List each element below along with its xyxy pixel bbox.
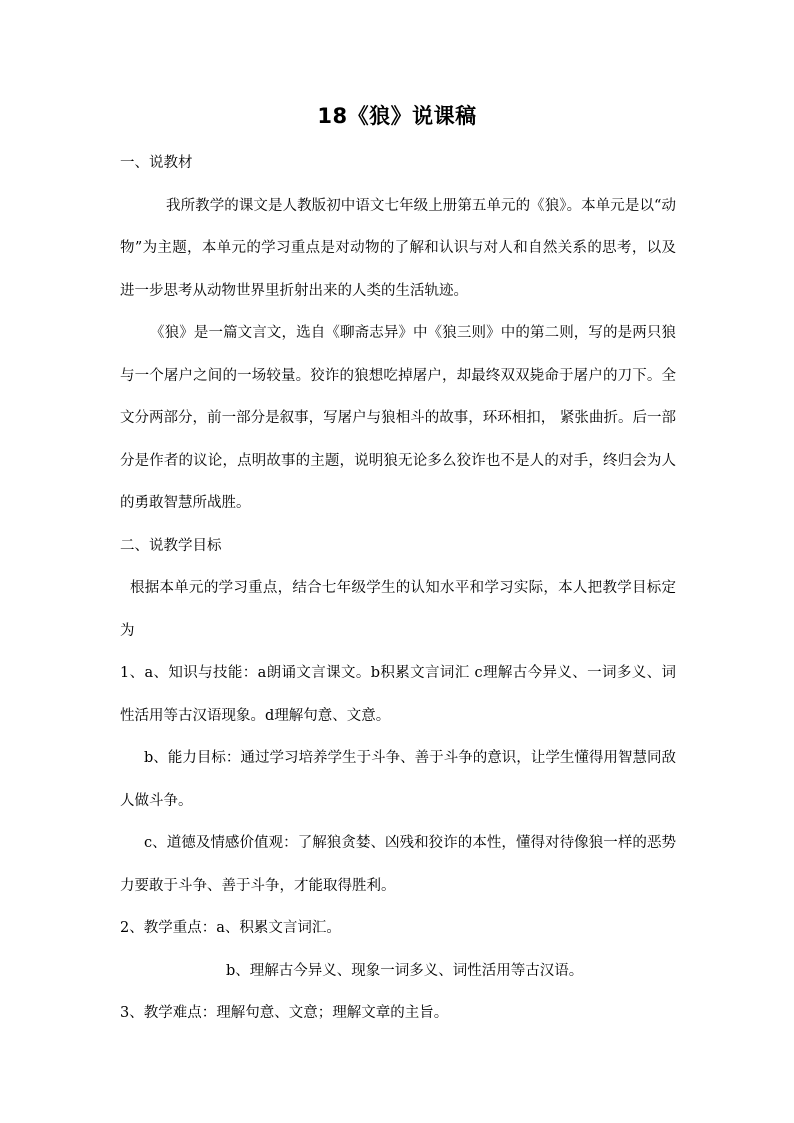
paragraph-text-summary: 《狼》是一篇文言文，选自《聊斋志异》中《狼三则》中的第二则，写的是两只狼与一个屠户之间的一场较量。狡诈的狼想吃掉屠户，却最终双双毙命于屠户的刀下。全文分两部分，前一部分是叙事，写屠户与狼相斗的故事，环环相扣， 紧张曲折。后一部分是作者的议论，点明故事的主题，说明狼无论多么狡诈也不是人的对手，终归会为人的勇敢智慧所战胜。 <box>120 325 676 511</box>
paragraph-goals-intro: 根据本单元的学习重点，结合七年级学生的认知水平和学习实际，本人把教学目标定为 <box>120 580 676 639</box>
document-body <box>120 142 676 1035</box>
section-heading-textbook: 一、说教材 <box>120 155 193 171</box>
goal-knowledge-skills: 1、a、知识与技能：a朗诵文言课文。b积累文言词汇 c理解古今异义、一词多义、词性活用等古汉语现象。d理解句意、文意。 <box>120 665 676 724</box>
teaching-key-points: 2、教学重点：a、积累文言词汇。 <box>120 920 341 936</box>
teaching-key-points-b: b、理解古今异义、现象一词多义、词性活用等古汉语。 <box>226 962 584 979</box>
paragraph-textbook-intro: 我所教学的课文是人教版初中语文七年级上册第五单元的《狼》。本单元是以“动物”为主题，本单元的学习重点是对动物的了解和认识与对人和自然关系的思考，以及进一步思考从动物世界里折射出来的人类的生活轨迹。 <box>120 197 676 299</box>
teaching-difficulty: 3、教学难点：理解句意、文意；理解文章的主旨。 <box>120 1005 449 1021</box>
section-heading-goals: 二、说教学目标 <box>120 537 222 554</box>
goal-ability: b、能力目标：通过学习培养学生于斗争、善于斗争的意识，让学生懂得用智慧同敌人做斗争。 <box>120 750 676 809</box>
goal-values: c、道德及情感价值观：了解狼贪婪、凶残和狡诈的本性，懂得对待像狼一样的恶势力要敢于斗争、善于斗争，才能取得胜利。 <box>120 835 676 894</box>
document-title: 18《狼》说课稿 <box>317 104 477 128</box>
